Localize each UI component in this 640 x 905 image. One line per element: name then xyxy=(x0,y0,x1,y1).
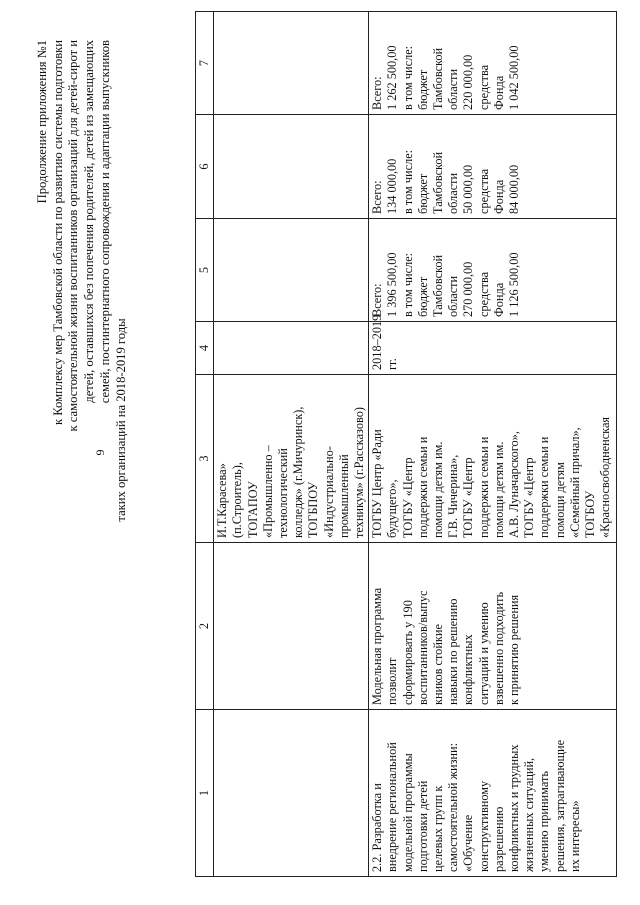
column-number-5: 5 xyxy=(196,219,214,322)
header-line-4: детей, оставшихся без попечения родителей, детей из замещающих xyxy=(82,40,97,403)
appendix-header xyxy=(35,40,129,800)
page-number: 9 xyxy=(93,449,107,456)
header-line-6: таких организаций на 2018-2019 годы xyxy=(113,318,128,522)
column-number-7: 7 xyxy=(196,12,214,115)
row2-funding-2018: Всего: 134 000,00 в том числе: бюджет Тамбовской области 50 000,00 средства Фонда 84 000,00 xyxy=(369,115,617,219)
header-line-3: к самостоятельной жизни воспитанников организаций для детей-сирот и xyxy=(66,40,81,432)
row1-result xyxy=(214,543,369,710)
row2-measure: 2.2. Разработка и внедрение региональной модельной программы подготовки детей целевых групп к самостоятельной жизни: «Обучение конструктивному разрешению конфликтных и трудных жизненных ситуаций, умению принимать решения, затрагивающие их интересы» xyxy=(369,710,617,877)
column-number-2: 2 xyxy=(196,543,214,710)
column-number-4: 4 xyxy=(196,322,214,375)
row1-period xyxy=(214,322,369,375)
measures-table xyxy=(195,11,617,877)
table-row xyxy=(369,12,617,877)
row1-total-funding xyxy=(214,219,369,322)
column-number-1: 1 xyxy=(196,710,214,877)
table-row xyxy=(214,12,369,877)
header-line-1: Продолжение приложения №1 xyxy=(35,40,49,204)
row1-funding-2019 xyxy=(214,12,369,115)
row2-result: Модельная программа позволит сформировать у 190 воспитанников/выпус кников стойкие навыки по решению конфликтных ситуаций и умению взвешенно подходить к принятию решения xyxy=(369,543,617,710)
row2-period: 2018–2019 гг. xyxy=(369,322,617,375)
header-row xyxy=(196,12,214,877)
row1-funding-2018 xyxy=(214,115,369,219)
row1-executors: И.Т.Карасева» (п.Строитель), ТОГАПОУ «Промышленно – технологический колледж» (г.Мичуринск), ТОГБПОУ «Индустриально- промышленный техникум» (г.Рассказово) xyxy=(214,375,369,543)
column-number-6: 6 xyxy=(196,115,214,219)
header-line-5: семей, постинтернатного сопровождения и адаптации выпускников xyxy=(97,40,112,404)
row2-funding-2019: Всего: 1 262 500,00 в том числе: бюджет Тамбовской области 220 000,00 средства Фонда 1 042 500,00 xyxy=(369,12,617,115)
column-number-3: 3 xyxy=(196,375,214,543)
row1-measure xyxy=(214,710,369,877)
header-line-2: к Комплексу мер Тамбовской области по развитию системы подготовки xyxy=(50,40,65,425)
row2-executors: ТОГБУ Центр «Ради будущего», ТОГБУ «Центр поддержки семьи и помощи детям им. Г.В. Чичерина», ТОГБУ «Центр поддержки семьи и помощи детям им. А.В. Луначарского», ТОГБУ «Центр поддержки семьи и помощи детям «Семейный причал», ТОГБОУ «Красносвободненская xyxy=(369,375,617,543)
row2-total-funding: Всего: 1 396 500,00 в том числе: бюджет Тамбовской области 270 000,00 средства Фонда 1 126 500,00 xyxy=(369,219,617,322)
